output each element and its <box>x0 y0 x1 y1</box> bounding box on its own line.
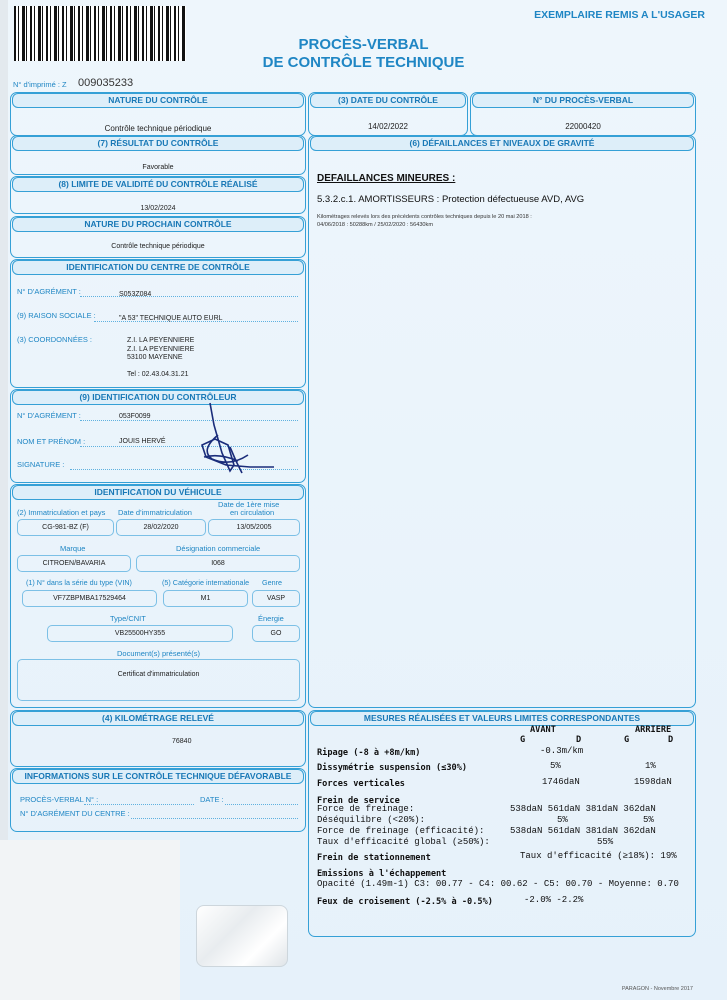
genre-label: Genre <box>262 578 282 587</box>
emissions-label: Emissions à l'échappement <box>317 869 447 879</box>
centre-box <box>10 259 306 388</box>
defavorable-header: INFORMATIONS SUR LE CONTRÔLE TECHNIQUE DÉFAVORABLE <box>12 769 304 784</box>
immat-label: (2) Immatriculation et pays <box>17 508 106 517</box>
documents-label: Document(s) présenté(s) <box>117 649 200 658</box>
centre-raison-value: "A 53" TECHNIQUE AUTO EURL <box>119 315 223 322</box>
desequilibre-label: Déséquilibre (<20%): <box>317 815 426 825</box>
centre-telephone: Tel : 02.43.04.31.21 <box>127 371 189 378</box>
vin-label: (1) N° dans la série du type (VIN) <box>26 578 132 587</box>
dissymetrie-label: Dissymétrie suspension (≤30%) <box>317 763 468 773</box>
force-efficacite-label: Force de freinage (efficacité): <box>317 826 485 836</box>
resultat-header: (7) RÉSULTAT DU CONTRÔLE <box>12 136 304 151</box>
ripage-label: Ripage (-8 à +8m/km) <box>317 748 421 758</box>
feux-label: Feux de croisement (-2.5% à -0.5%) <box>317 897 493 907</box>
centre-address-line3: 53100 MAYENNE <box>127 354 183 361</box>
arriere-g-label: G <box>624 735 630 745</box>
mesures-header: MESURES RÉALISÉES ET VALEURS LIMITES CORRESPONDANTES <box>310 711 694 726</box>
centre-coord-label: (3) COORDONNÉES : <box>17 335 93 344</box>
forces-verticales-label: Forces verticales <box>317 779 405 789</box>
prochain-value: Contrôle technique périodique <box>111 243 205 250</box>
dissymetrie-avant: 5% <box>550 761 561 771</box>
nature-header: NATURE DU CONTRÔLE <box>12 93 304 108</box>
date-circ-label-1: Date de 1ère mise <box>218 500 280 509</box>
vehicule-header: IDENTIFICATION DU VÉHICULE <box>12 485 304 500</box>
taux-global-value: 55% <box>597 837 614 847</box>
defaillances-box <box>308 135 696 708</box>
validite-header: (8) LIMITE DE VALIDITÉ DU CONTRÔLE RÉALISÉ <box>12 177 304 192</box>
taux-global-label: Taux d'efficacité global (≥50%): <box>317 837 490 847</box>
controleur-header: (9) IDENTIFICATION DU CONTRÔLEUR <box>12 390 304 405</box>
date-immat-label: Date d'immatriculation <box>118 508 192 517</box>
kilometrage-value: 76840 <box>172 738 192 745</box>
centre-agrement-label: N° D'AGRÉMENT : <box>17 287 81 296</box>
genre-field: VASP <box>252 590 300 607</box>
document-title-line1: PROCÈS-VERBAL <box>298 36 429 53</box>
immat-field: CG-981-BZ (F) <box>17 519 114 536</box>
km-note-line1: Kilométrages relevés lors des précédents contrôles techniques depuis le 20 mai 2018 : <box>317 214 532 220</box>
kilometrage-header: (4) KILOMÉTRAGE RELEVÉ <box>12 711 304 726</box>
centre-raison-label: (9) RAISON SOCIALE : <box>17 311 96 320</box>
defavorable-pv-label: PROCÈS-VERBAL N° : <box>20 795 99 804</box>
paper-corner <box>0 840 180 1000</box>
controleur-nom-label: NOM ET PRÉNOM : <box>17 437 86 446</box>
force-freinage-label: Force de freinage: <box>317 804 415 814</box>
defavorable-date-line <box>225 804 298 805</box>
arriere-column-label: ARRIERE <box>635 725 672 735</box>
document-title-line2: DE CONTRÔLE TECHNIQUE <box>262 54 465 71</box>
hologram-sticker <box>196 905 288 967</box>
energie-label: Énergie <box>258 614 284 623</box>
centre-header: IDENTIFICATION DU CENTRE DE CONTRÔLE <box>12 260 304 275</box>
force-freinage-values: 538daN 561daN 381daN 362daN <box>510 804 656 814</box>
type-field: VB25500HY355 <box>47 625 233 642</box>
defaillances-title: DEFAILLANCES MINEURES : <box>317 173 456 184</box>
marque-label: Marque <box>60 544 86 553</box>
defavorable-agrement-label: N° D'AGRÉMENT DU CENTRE : <box>20 809 130 818</box>
defavorable-pv-line <box>84 804 194 805</box>
date-circ-label-2: en circulation <box>230 508 275 517</box>
centre-address-line1: Z.I. LA PEYENNIERE <box>127 337 195 344</box>
vin-field: VF7ZBPMBA17529464 <box>22 590 157 607</box>
marque-field: CITROEN/BAVARIA <box>17 555 131 572</box>
energie-field: GO <box>252 625 300 642</box>
desequilibre-arriere: 5% <box>643 815 654 825</box>
date-value: 14/02/2022 <box>367 122 409 131</box>
controleur-agrement-value: 053F0099 <box>119 413 151 420</box>
force-efficacite-values: 538daN 561daN 381daN 362daN <box>510 826 656 836</box>
publisher-note: PARAGON - Novembre 2017 <box>621 986 693 992</box>
designation-label: Désignation commerciale <box>176 544 261 553</box>
centre-agrement-value: S053Z084 <box>119 291 152 298</box>
defaillance-item: 5.3.2.c.1. AMORTISSEURS : Protection défectueuse AVD, AVG <box>317 194 585 205</box>
controleur-signature-label: SIGNATURE : <box>17 460 65 469</box>
prochain-header: NATURE DU PROCHAIN CONTRÔLE <box>12 217 304 232</box>
forces-verticales-avant: 1746daN <box>542 777 580 787</box>
type-label: Type/CNIT <box>110 614 146 623</box>
km-note-line2: 04/06/2018 : 50288km / 25/02/2020 : 56430km <box>317 222 434 228</box>
pv-number-value: 22000420 <box>565 122 601 131</box>
validite-value: 13/02/2024 <box>140 205 176 212</box>
feux-values: -2.0% -2.2% <box>524 895 584 905</box>
documents-field: Certificat d'immatriculation <box>17 659 300 701</box>
nature-value: Contrôle technique périodique <box>104 124 212 133</box>
ripage-value: -0.3m/km <box>540 746 584 756</box>
centre-agrement-line <box>80 296 298 297</box>
date-immat-field: 28/02/2020 <box>116 519 206 536</box>
date-circ-field: 13/05/2005 <box>208 519 300 536</box>
print-number: 009035233 <box>78 77 134 89</box>
forces-verticales-arriere: 1598daN <box>634 777 672 787</box>
date-header: (3) DATE DU CONTRÔLE <box>310 93 466 108</box>
defavorable-date-label: DATE : <box>200 795 224 804</box>
resultat-value: Favorable <box>142 164 174 171</box>
stationnement-label: Frein de stationnement <box>317 853 431 863</box>
opacite-value: Opacité (1.49m-1) C3: 00.77 - C4: 00.62 - C5: 00.70 - Moyenne: 0.70 <box>317 879 679 889</box>
avant-column-label: AVANT <box>530 725 556 735</box>
copy-label: EXEMPLAIRE REMIS A L'USAGER <box>534 9 705 21</box>
defavorable-agrement-line <box>131 818 298 819</box>
controleur-agrement-label: N° D'AGRÉMENT : <box>17 411 81 420</box>
desequilibre-avant: 5% <box>557 815 568 825</box>
signature-scribble <box>170 395 290 485</box>
print-number-label: N° d'imprimé : Z <box>13 80 67 89</box>
avant-d-label: D <box>576 735 582 745</box>
pv-number-header: N° DU PROCÈS-VERBAL <box>472 93 694 108</box>
dissymetrie-arriere: 1% <box>645 761 656 771</box>
defaillances-header: (6) DÉFAILLANCES ET NIVEAUX DE GRAVITÉ <box>310 136 694 151</box>
frein-service-label: Frein de service <box>317 796 400 806</box>
centre-address-line2: Z.I. LA PEYENNIERE <box>127 346 195 353</box>
arriere-d-label: D <box>668 735 674 745</box>
categorie-field: M1 <box>163 590 248 607</box>
controleur-nom-value: JOUIS HERVÉ <box>119 438 166 445</box>
stationnement-value: Taux d'efficacité (≥18%): 19% <box>520 851 677 861</box>
designation-field: I068 <box>136 555 300 572</box>
avant-g-label: G <box>520 735 526 745</box>
categorie-label: (5) Catégorie internationale <box>162 578 250 587</box>
